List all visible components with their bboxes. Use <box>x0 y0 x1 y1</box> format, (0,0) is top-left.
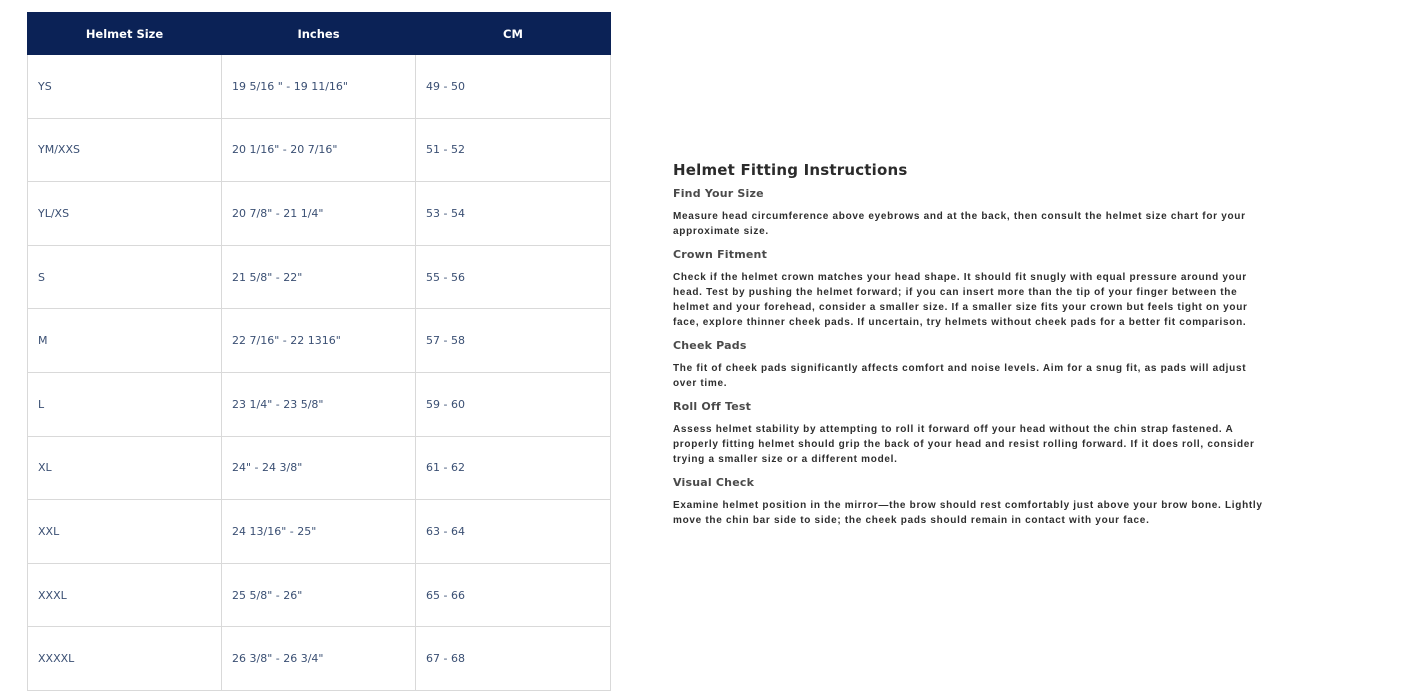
section-text-cheek-pads: The fit of cheek pads significantly affects comfort and noise levels. Aim for a snug fit, as pads will adjust over time. <box>673 363 1247 389</box>
cell-size: XL <box>28 436 222 500</box>
section-text-crown-fitment: Check if the helmet crown matches your head shape. It should fit snugly with equal pressure around your head. Test by pushing the helmet forward; if you can insert more than the tip of your finger between the helmet and your forehead, consider a smaller size. If a smaller size fits your crown but feels tight on your face, explore thinner cheek pads. If uncertain, try helmets without cheek pads for a better fit comparison. <box>673 272 1248 328</box>
table-row <box>28 627 611 691</box>
table-row <box>28 563 611 627</box>
cell-inches: 26 3/8" - 26 3/4" <box>222 627 416 691</box>
fitting-instructions <box>673 161 1263 537</box>
table-row <box>28 436 611 500</box>
cell-size: YS <box>28 55 222 119</box>
cell-inches: 24" - 24 3/8" <box>222 436 416 500</box>
section-text-visual-check: Examine helmet position in the mirror—the brow should rest comfortably just above your brow bone. Lightly move the chin bar side to side; the cheek pads should remain in contact with your face. <box>673 500 1263 526</box>
cell-cm: 65 - 66 <box>416 563 611 627</box>
cell-size: XXL <box>28 500 222 564</box>
cell-cm: 67 - 68 <box>416 627 611 691</box>
table-row <box>28 500 611 564</box>
cell-inches: 23 1/4" - 23 5/8" <box>222 372 416 436</box>
cell-cm: 53 - 54 <box>416 182 611 246</box>
section-text-roll-off-test: Assess helmet stability by attempting to roll it forward off your head without the chin strap fastened. A properly fitting helmet should grip the back of your head and resist rolling forward. If it does roll, consider trying a smaller size or a different model. <box>673 424 1255 465</box>
cell-size: S <box>28 245 222 309</box>
table-row <box>28 182 611 246</box>
cell-cm: 61 - 62 <box>416 436 611 500</box>
cell-inches: 25 5/8" - 26" <box>222 563 416 627</box>
cell-cm: 55 - 56 <box>416 245 611 309</box>
table-row <box>28 309 611 373</box>
helmet-size-table <box>27 12 611 691</box>
cell-inches: 24 13/16" - 25" <box>222 500 416 564</box>
cell-cm: 59 - 60 <box>416 372 611 436</box>
cell-size: M <box>28 309 222 373</box>
section-heading-crown-fitment: Crown Fitment <box>673 248 768 261</box>
cell-cm: 57 - 58 <box>416 309 611 373</box>
cell-size: YL/XS <box>28 182 222 246</box>
instructions-title: Helmet Fitting Instructions <box>673 161 908 179</box>
table-row <box>28 118 611 182</box>
cell-size: XXXL <box>28 563 222 627</box>
cell-inches: 21 5/8" - 22" <box>222 245 416 309</box>
cell-inches: 22 7/16" - 22 1316" <box>222 309 416 373</box>
section-heading-visual-check: Visual Check <box>673 476 755 489</box>
cell-inches: 20 1/16" - 20 7/16" <box>222 118 416 182</box>
table-row <box>28 372 611 436</box>
section-heading-cheek-pads: Cheek Pads <box>673 339 747 352</box>
cell-size: YM/XXS <box>28 118 222 182</box>
table-row <box>28 55 611 119</box>
cell-cm: 63 - 64 <box>416 500 611 564</box>
table-header-row <box>28 13 611 55</box>
cell-inches: 20 7/8" - 21 1/4" <box>222 182 416 246</box>
section-heading-roll-off-test: Roll Off Test <box>673 400 752 413</box>
header-cm: CM <box>416 13 611 55</box>
header-inches: Inches <box>222 13 416 55</box>
table-row <box>28 245 611 309</box>
cell-inches: 19 5/16 " - 19 11/16" <box>222 55 416 119</box>
section-text-find-your-size: Measure head circumference above eyebrows and at the back, then consult the helmet size chart for your approximate size. <box>673 211 1246 237</box>
section-heading-find-your-size: Find Your Size <box>673 187 764 200</box>
cell-size: XXXXL <box>28 627 222 691</box>
cell-cm: 51 - 52 <box>416 118 611 182</box>
cell-size: L <box>28 372 222 436</box>
header-helmet-size: Helmet Size <box>28 13 222 55</box>
cell-cm: 49 - 50 <box>416 55 611 119</box>
